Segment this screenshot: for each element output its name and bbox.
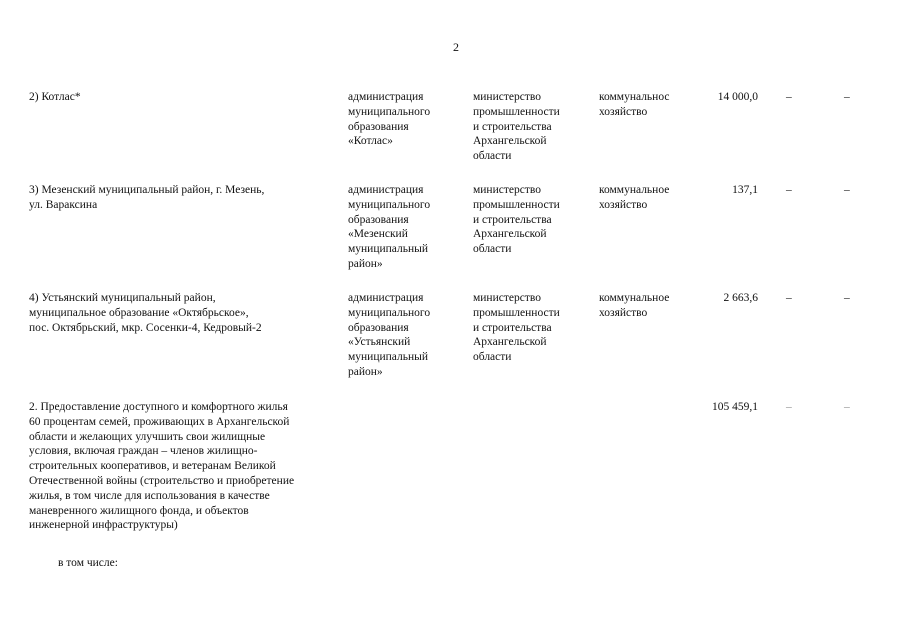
row-3-customer bbox=[473, 291, 560, 365]
row-4-amount: 105 459,1 bbox=[712, 401, 758, 413]
row-4-col-a: – bbox=[786, 401, 792, 413]
row-2-name-line: 3) Мезенский муниципальный район, г. Мезень, bbox=[29, 184, 265, 196]
row-1-sphere-line: коммунальнос bbox=[599, 91, 670, 103]
row-3-customer-line: промышленности bbox=[473, 306, 560, 319]
row-2-executor-line: «Мезенский bbox=[348, 228, 408, 241]
row-2-customer-line: министерство bbox=[473, 184, 541, 196]
row-3-col-a: – bbox=[786, 292, 792, 304]
row-3-name-line: 4) Устьянский муниципальный район, bbox=[29, 292, 216, 304]
row-2-customer-line: области bbox=[473, 243, 512, 256]
row-4-name-line: строительных кооперативов, и ветеранам Великой bbox=[29, 460, 276, 473]
row-1-amount: 14 000,0 bbox=[717, 91, 758, 103]
row-2-executor-line: район» bbox=[348, 257, 383, 270]
row-4-name-line: условия, включая граждан – членов жилищно- bbox=[29, 445, 258, 458]
row-1-sphere-line: хозяйство bbox=[599, 105, 648, 118]
row-1-customer-line: промышленности bbox=[473, 105, 560, 118]
page-number: 2 bbox=[453, 40, 459, 54]
row-1-col-b: – bbox=[844, 91, 850, 103]
row-3-executor-line: муниципального bbox=[348, 306, 431, 319]
row-4-name-line: жилья, в том числе для использования в качестве bbox=[29, 489, 270, 502]
in-total-label: в том числе: bbox=[58, 557, 118, 569]
row-3-customer-line: и строительства bbox=[473, 321, 552, 334]
row-2-customer-line: и строительства bbox=[473, 213, 552, 226]
row-1-name-line: 2) Котлас* bbox=[29, 91, 81, 103]
row-2-col-b: – bbox=[844, 184, 850, 196]
row-2-executor-line: муниципальный bbox=[348, 243, 429, 256]
row-2-executor bbox=[348, 183, 430, 272]
row-3-executor bbox=[348, 291, 430, 380]
row-1-executor-line: муниципального bbox=[348, 105, 431, 118]
row-3-sphere-line: хозяйство bbox=[599, 306, 648, 319]
row-2-customer bbox=[473, 183, 560, 257]
row-3-customer-line: Архангельской bbox=[473, 336, 547, 349]
row-3-name bbox=[29, 291, 262, 335]
row-2-amount: 137,1 bbox=[732, 184, 758, 196]
row-1-sphere bbox=[599, 90, 669, 120]
row-3-executor-line: район» bbox=[348, 365, 383, 378]
row-1-customer bbox=[473, 90, 560, 164]
row-2-executor-line: муниципального bbox=[348, 198, 431, 211]
row-1-executor-line: администрация bbox=[348, 91, 424, 103]
row-1-executor-line: образования bbox=[348, 120, 409, 133]
row-1-executor bbox=[348, 90, 430, 149]
row-3-name-line: муниципальное образование «Октябрьское», bbox=[29, 306, 249, 319]
row-2-executor-line: образования bbox=[348, 213, 409, 226]
row-1-col-a: – bbox=[786, 91, 792, 103]
row-2-customer-line: промышленности bbox=[473, 198, 560, 211]
row-4-name-line: инженерной инфраструктуры) bbox=[29, 519, 178, 532]
row-4-name-line: 60 процентам семей, проживающих в Архангельской bbox=[29, 415, 290, 428]
row-4-name-line: маневренного жилищного фонда, и объектов bbox=[29, 504, 249, 517]
row-4-name-line: Отечественной войны (строительство и приобретение bbox=[29, 474, 295, 487]
row-3-executor-line: муниципальный bbox=[348, 351, 429, 364]
row-2-sphere bbox=[599, 183, 669, 213]
row-3-sphere-line: коммунальное bbox=[599, 292, 670, 304]
row-3-customer-line: министерство bbox=[473, 292, 541, 304]
row-2-executor-line: администрация bbox=[348, 184, 424, 196]
row-3-name-line: пос. Октябрьский, мкр. Сосенки-4, Кедровый-2 bbox=[29, 321, 262, 334]
row-1-customer-line: министерство bbox=[473, 91, 541, 103]
row-2-name-line: ул. Вараксина bbox=[29, 198, 98, 211]
row-1-customer-line: Архангельской bbox=[473, 135, 547, 148]
row-1-customer-line: области bbox=[473, 150, 512, 163]
row-3-col-b: – bbox=[844, 292, 850, 304]
row-4-name bbox=[29, 400, 294, 533]
row-2-sphere-line: хозяйство bbox=[599, 198, 648, 211]
row-2-customer-line: Архангельской bbox=[473, 228, 547, 241]
row-2-name bbox=[29, 183, 264, 213]
row-1-executor-line: «Котлас» bbox=[348, 135, 393, 148]
row-3-executor-line: «Устьянский bbox=[348, 336, 411, 349]
row-3-executor-line: образования bbox=[348, 321, 409, 334]
row-1-name bbox=[29, 90, 81, 105]
row-3-amount: 2 663,6 bbox=[723, 292, 758, 304]
row-2-col-a: – bbox=[786, 184, 792, 196]
row-4-name-line: области и желающих улучшить свои жилищные bbox=[29, 430, 266, 443]
row-2-sphere-line: коммунальное bbox=[599, 184, 670, 196]
row-3-sphere bbox=[599, 291, 669, 321]
row-3-executor-line: администрация bbox=[348, 292, 424, 304]
row-1-customer-line: и строительства bbox=[473, 120, 552, 133]
row-4-name-line: 2. Предоставление доступного и комфортного жилья bbox=[29, 401, 288, 413]
row-3-customer-line: области bbox=[473, 351, 512, 364]
row-4-col-b: – bbox=[844, 401, 850, 413]
